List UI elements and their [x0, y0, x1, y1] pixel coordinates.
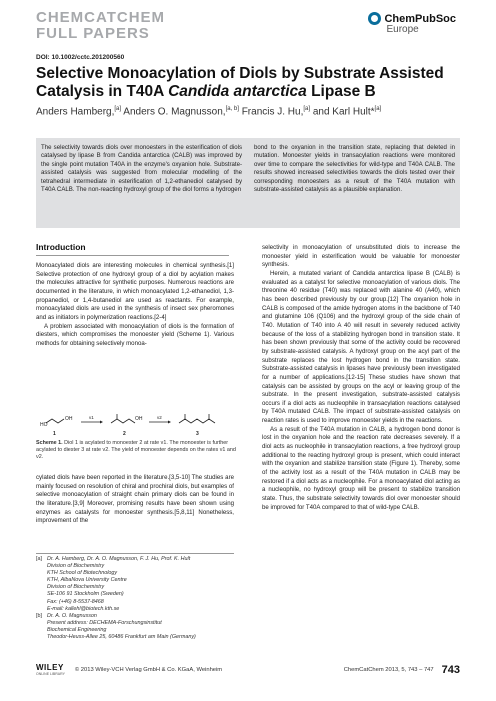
affiliation-line: Dr. A. O. Magnusson [47, 612, 97, 619]
affiliation-line: Division of Biochemistry [47, 584, 105, 591]
scheme-1-diagram [36, 407, 236, 439]
affiliation-line: Division of Biochemistry [47, 563, 105, 570]
author: Anders O. Magnusson, [123, 106, 226, 118]
paragraph: As a result of the T40A mutation in CALB, a hydrogen bond donor is lost in the oxyanion hole and the reaction rate decreases severely. If a diol acts as nucleophile in transacylation reactions, a free hydroxyl group additional to the reacting hydroxyl group is present, which could interact with the oxyanion and stabilize transition state (Figure 1). Thereby, some of the activity lost as a result of the T40A mutation in CALB may be restored if a diol acts as a nucleophile. For a monoacylated diol acting as a nucleophile, no hydroxyl group will be present to stabilize transition state. Thus, the substrate selectivity towards diol over monoester should be improved for T40A compared to that of wild-type CALB. [262, 425, 460, 511]
compound-label-3: 3 [196, 431, 199, 437]
scheme-caption [36, 440, 236, 461]
compound-label-2: 2 [123, 431, 126, 437]
affiliation-line: Present address: DECHEMA-Forschungsinstitut [47, 619, 162, 626]
title-part-1: Selective Monoacylation of Diols by Substrate Assisted Catalysis in T40A [36, 65, 444, 100]
oh-label: HO [40, 422, 48, 428]
paragraph: A problem associated with monoacylation of diols is the formation of diesters, which compromises the monoester yield (Scheme 1). Various methods for obtaining selectively monoa- [36, 322, 234, 347]
affiliation-line: SE-106 91 Stockholm (Sweden) [47, 591, 124, 598]
left-column-top [36, 262, 234, 349]
author: Anders Hamberg, [36, 106, 115, 118]
affiliation-line: KTH School of Biotechnology [47, 570, 118, 577]
arrow-head-icon [168, 421, 171, 424]
arrow-head-icon [100, 421, 103, 424]
affiliation-tag: [b] [36, 612, 42, 619]
scheme-caption-text: Diol 1 is acylated to monoester 2 at rate ν1. The monoester is further acylated to diester 3 at rate ν2. The yield of monoester depends on the rates ν1 and ν2. [36, 440, 236, 460]
rate-label-2: ν2 [157, 415, 162, 420]
paragraph: selectivity in monoacylation of unsubstituted diols to increase the monoester yield in esterification would be valuable for monoester synthesis. [262, 244, 460, 269]
monoester-structure [111, 419, 135, 423]
scheme-caption-label: Scheme 1. [36, 440, 63, 446]
affiliation-line: Theodor-Heuss-Allee 25, 60486 Frankfurt am Main (Germany) [47, 634, 196, 641]
publisher-region: Europe [386, 24, 419, 35]
article-title [36, 65, 466, 100]
left-column-bottom [36, 474, 234, 526]
affiliations [36, 556, 236, 641]
affiliation-b [36, 613, 236, 641]
page-number: 743 [441, 663, 460, 676]
diol-structure [46, 419, 64, 423]
abstract-left: The selectivity towards diols over monoesters in the esterification of diols catalysed by lipase B from Candida antarctica (CALB) was improved by the single point mutation T40A in the enzyme's oxyanion hole. Substrate-assisted catalysis was suggested from molecular modelling of the tetrahedral intermediate in esterification of 1,2-ethanediol catalysed by T40A CALB. The non-reacting hydroxyl group of the diol forms a hydrogen [41, 144, 242, 194]
author-affil-ref: [a, b] [225, 106, 239, 112]
right-column [262, 244, 460, 512]
citation: ChemCatChem 2013, 5, 743 – 747 [343, 666, 434, 673]
page-footer [36, 663, 460, 676]
affiliation-line: Fax: (+46) 8-5537-8468 [47, 598, 104, 605]
title-part-2: Lipase B [306, 82, 376, 100]
journal-header [36, 10, 165, 42]
email-link[interactable]: E-mail: kallehl@biotech.kth.se [47, 605, 120, 612]
affiliation-a [36, 556, 236, 613]
author-affil-ref: [a] [374, 106, 382, 112]
publisher-logo [368, 12, 456, 35]
wiley-logo-subtext: ONLINE LIBRARY [36, 672, 65, 676]
author: Francis J. Hu, [241, 106, 304, 118]
abstract [36, 138, 460, 228]
author-affil-ref: [a] [303, 106, 311, 112]
affiliation-divider [36, 553, 234, 554]
compound-label-1: 1 [53, 431, 56, 437]
section-divider [36, 255, 229, 256]
paragraph: Monoacylated diols are interesting molecules in chemical synthesis.[1] Selective protection of one hydroxyl group of a diol by acylation makes the molecules attractive for synthetic purposes. Numerous reactions are documented in the literature, in which monoacylated 1,2-ethanediol, 1,3-propanediol, or 1,4-butanediol are used as reactants. For example, monoacylated diols are used in the synthesis of insect sex pheromones and as initiators in polymerization reactions.[2-4] [36, 262, 234, 321]
paragraph: cylated diols have been reported in the literature.[3,5-10] The studies are mainly focused on resolution of chiral and prochiral diols, but examples of selective monoacylation of straight chain primary diols can be found in the literature.[3,9] Moreover, promising results have been shown using enzymes as catalysts for monoester synthesis.[5,8,11] Nonetheless, improvement of the [36, 474, 234, 525]
paragraph: Herein, a mutated variant of Candida antarctica lipase B (CALB) is evaluated as a catalyst for selective monoacylation of various diols. The threonine 40 residue (T40) was replaced with alanine 40 (A40), which has been described previously by our group.[12] The oxyanion hole in CALB is composed of the amide hydrogen atoms in the backbone of T40 and glutamine 106 (Q106) and the hydroxyl group of the side chain of T40. Mutation of T40 into A 40 will result in severely reduced activity because of the loss of a stabilizing hydrogen bond in transition state. It has been shown previously that some of the activity could be recovered by substrate-assisted catalysis. A hydroxyl group on the acyl part of the substrate replaces the lost hydrogen bond in the transition state. Substrate-assisted catalysis in lipases have previously been investigated for a number of applications.[12-15] These studies have shown that catalysis can be assisted by groups on the acyl or leaving group of the substrate. In the present investigation, substrate-assisted catalysis occurs if a diol acts as nucleophile in transacylation reactions catalysed by T40A mutated CALB. The impact of substrate-assisted catalysis on reaction rates is used to improve monoester yields in the reactions. [262, 269, 460, 425]
section-name: FULL PAPERS [36, 25, 150, 42]
abstract-right: bond to the oxyanion in the transition state, replacing that deleted in mutation. Monoester yields in transacylation reactions were monitored over time to compare the selectivities for wild-type and T40A CALB. The results showed increased selectivities towards the diols tested over their corresponding monoesters as a result of the T40A mutation with substrate-assisted catalysis as a plausible explanation. [254, 144, 455, 194]
publisher-name: ChemPubSoc [384, 12, 456, 25]
doi[interactable]: DOI: 10.1002/cctc.201200560 [36, 54, 125, 61]
author-list [36, 106, 466, 117]
affiliation-line: Biochemical Engineering [47, 626, 107, 633]
diester-structure [179, 419, 215, 423]
affiliation-tag: [a] [36, 556, 42, 562]
author-affil-ref: [a] [114, 106, 122, 112]
title-species: Candida antarctica [168, 82, 307, 100]
oh-label: OH [65, 416, 73, 422]
affiliation-line: KTH, AlbaNova University Centre [47, 577, 127, 584]
wiley-logo[interactable] [36, 663, 65, 676]
affiliation-line: Dr. A. Hamberg, Dr. A. O. Magnusson, F. J. Hu, Prof. K. Hult [47, 556, 191, 562]
oh-label: OH [135, 416, 143, 422]
wiley-logo-text: WILEY [36, 663, 64, 672]
author: and Karl Hult* [312, 106, 375, 118]
chempubsoc-logo-icon [368, 12, 381, 25]
copyright: © 2013 Wiley-VCH Verlag GmbH & Co. KGaA, Weinheim [74, 666, 223, 673]
journal-name: CHEMCATCHEM [36, 9, 166, 26]
rate-label-1: ν1 [89, 415, 94, 420]
section-heading-introduction: Introduction [36, 242, 86, 252]
